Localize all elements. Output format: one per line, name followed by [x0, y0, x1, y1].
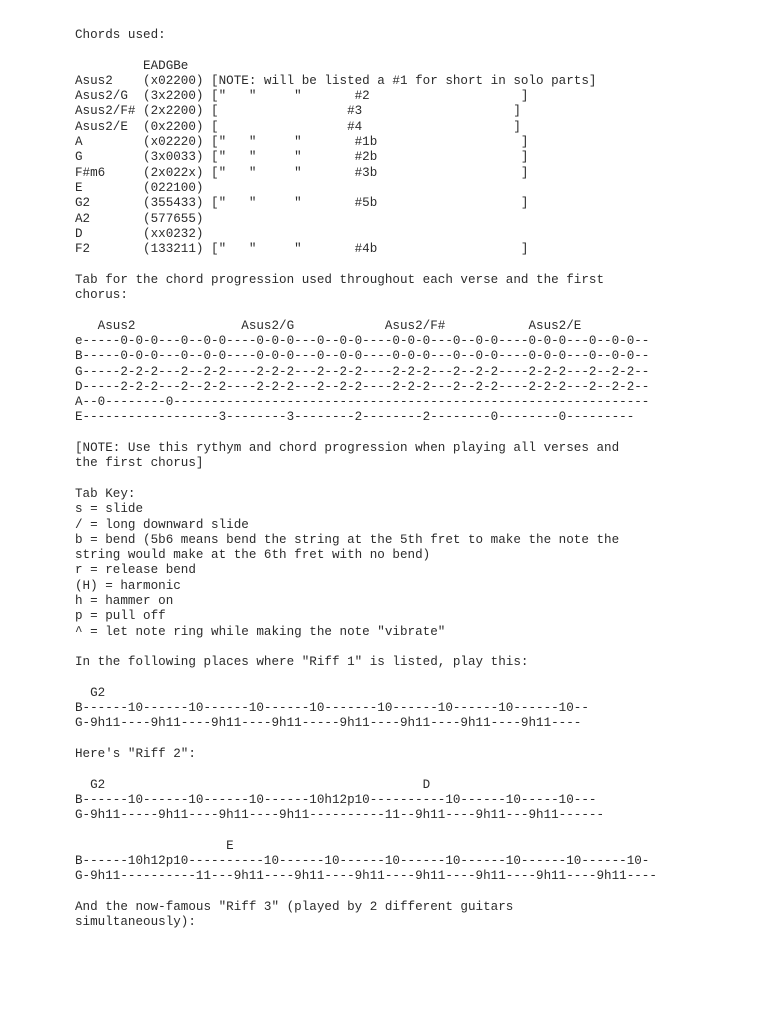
tab-document-text: Chords used: EADGBe Asus2 (x02200) [NOTE: will be listed a #1 for short in solo parts] Asus2/G (3x2200) [" " " #2 ] Asus2/F# (2x2200) [ #3 ] Asus2/E (0x2200) [ #4 ] A (x02220) [" " " #1b ] G (3x0033) [" " " #2b ] F#m6 (2x022x) [" " " #3b ] E (022100) G2 (355433) [" " " #5b ] A2 (577655) D (xx0232) F2 (133211) [" " " #4b ] Tab for the chord progression used throughout each verse and the first chorus: Asus2 Asus2/G Asus2/F# Asus2/E e-----0-0-0---0--0-0----0-0-0---0--0-0----0-0-0---0--0-0----0-0-0---0--0-0-- B-----0-0-0---0--0-0----0-0-0---0--0-0----0-0-0---0--0-0----0-0-0---0--0-0-- G-----2-2-2---2--2-2----2-2-2---2--2-2----2-2-2---2--2-2----2-2-2---2--2-2-- D-----2-2-2---2--2-2----2-2-2---2--2-2----2-2-2---2--2-2----2-2-2---2--2-2-- A--0--------0--------------------------------------------------------------- E------------------3--------3--------2--------2--------0--------0--------- [NOTE: Use this rythym and chord progression when playing all verses and the first chorus] Tab Key: s = slide / = long downward slide b = bend (5b6 means bend the string at the 5th fret to make the note the string would make at the 6th fret with no bend) r = release bend (H) = harmonic h = hammer on p = pull off ^ = let note ring while making the note "vibrate" In the following places where "Riff 1" is listed, play this: G2 B------10------10------10------10-------10------10------10------10-- G-9h11----9h11----9h11----9h11-----9h11----9h11----9h11----9h11---- Here's "Riff 2": G2 D B------10------10------10------10h12p10----------10------10-----10--- G-9h11-----9h11----9h11----9h11----------11--9h11----9h11---9h11------ E B------10h12p10----------10------10------10------10------10------10------10- G-9h11----------11---9h11----9h11----9h11----9h11----9h11----9h11----9h11---- And the now-famous "Riff 3" (played by 2 different guitars simultaneously): — [75, 28, 657, 930]
document-page — [75, 28, 755, 931]
